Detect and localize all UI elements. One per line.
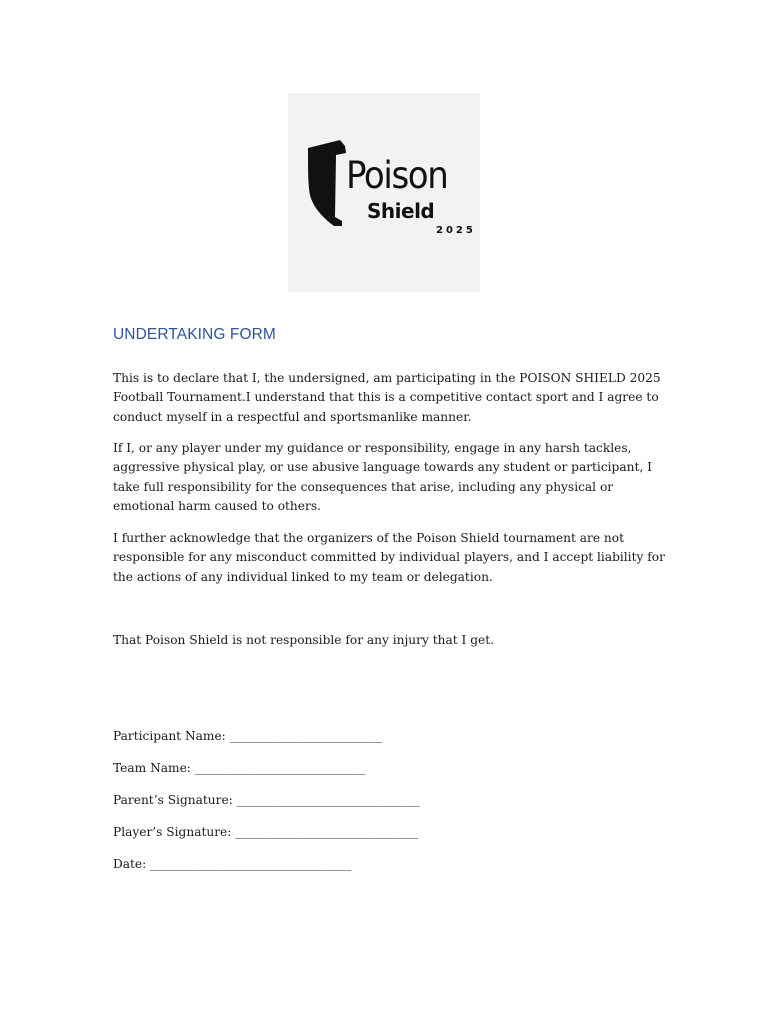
logo-year: 2025 xyxy=(436,225,476,236)
player-signature-field: Player’s Signature: ______________________________ xyxy=(113,825,419,839)
logo-wordmark-shield: Shield xyxy=(367,199,435,223)
participant-name-field: Participant Name: _________________________ xyxy=(113,729,382,743)
responsibility-paragraph: If I, or any player under my guidance or responsibility, engage in any harsh tackles, aggressive physical play, or use abusive language towards any student or participant, I take full responsibility for the consequences that arise, including any physical or emotional harm caused to others. xyxy=(113,441,652,513)
injury-statement: That Poison Shield is not responsible for any injury that I get. xyxy=(113,633,495,647)
declaration-paragraph: This is to declare that I, the undersigned, am participating in the POISON SHIELD 2025 Football Tournament.I understand that this is a competitive contact sport and I agree to conduct myself in a respectful and sportsmanlike manner. xyxy=(113,371,661,424)
liability-paragraph: I further acknowledge that the organizers of the Poison Shield tournament are not responsible for any misconduct committed by individual players, and I accept liability for the actions of any individual linked to my team or delegation. xyxy=(113,531,665,584)
logo-wordmark-poison: Poison xyxy=(346,154,448,197)
form-title: UNDERTAKING FORM xyxy=(113,326,276,343)
team-name-field: Team Name: ____________________________ xyxy=(113,761,366,775)
parent-signature-field: Parent’s Signature: ______________________________ xyxy=(113,793,420,807)
date-field: Date: _________________________________ xyxy=(113,857,352,871)
logo xyxy=(288,93,480,292)
